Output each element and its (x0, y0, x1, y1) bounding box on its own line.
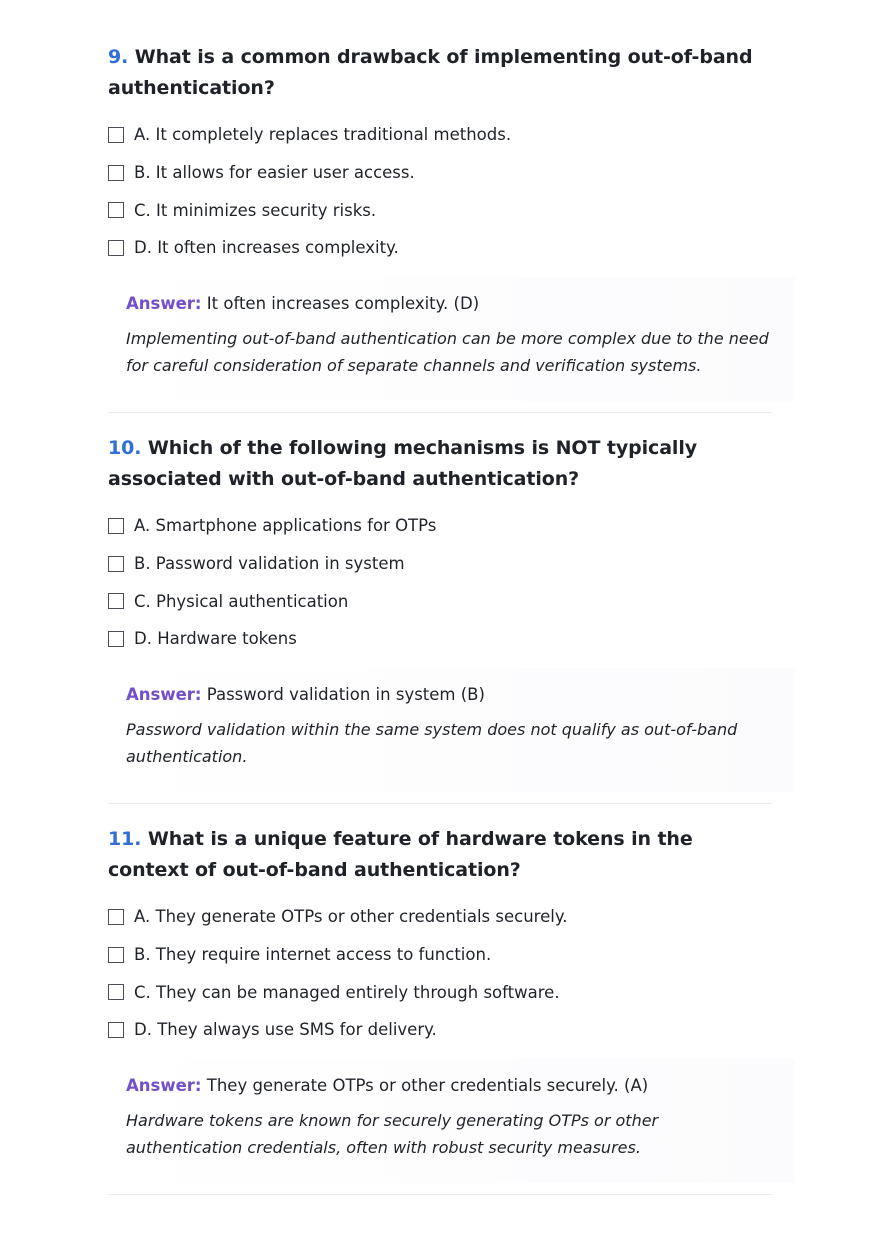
answer-text: Password validation in system (B) (206, 684, 485, 704)
option-a[interactable] (108, 507, 772, 545)
checkbox[interactable] (108, 518, 124, 534)
question-text: Which of the following mechanisms is NOT typically associated with out-of-band authentication? (108, 437, 698, 490)
checkbox[interactable] (108, 240, 124, 256)
option-c[interactable] (108, 582, 772, 620)
option-d[interactable] (108, 1011, 772, 1049)
checkbox[interactable] (108, 202, 124, 218)
checkbox[interactable] (108, 165, 124, 181)
answer-explanation: Password validation within the same system does not qualify as out-of-band authentication. (126, 719, 738, 766)
option-label: D. It often increases complexity. (134, 238, 399, 258)
question-number: 10. (108, 437, 142, 459)
checkbox[interactable] (108, 947, 124, 963)
question-block (108, 42, 772, 401)
option-a[interactable] (108, 898, 772, 936)
option-b[interactable] (108, 936, 772, 974)
options-list (108, 898, 772, 1049)
option-label: C. They can be managed entirely through software. (134, 982, 560, 1002)
answer-box (108, 277, 794, 401)
option-label: A. It completely replaces traditional methods. (134, 125, 512, 145)
answer-box (108, 1059, 794, 1183)
option-label: C. It minimizes security risks. (134, 200, 377, 220)
answer-explanation: Hardware tokens are known for securely generating OTPs or other authentication credentials, often with robust security measures. (126, 1110, 659, 1157)
option-label: B. They require internet access to function. (134, 945, 492, 965)
answer-line (126, 291, 776, 317)
question-text: What is a common drawback of implementing out-of-band authentication? (108, 46, 753, 99)
checkbox[interactable] (108, 984, 124, 1000)
option-b[interactable] (108, 545, 772, 583)
question-title (108, 42, 772, 104)
answer-line (126, 682, 776, 708)
options-list (108, 116, 772, 267)
answer-explanation: Implementing out-of-band authentication can be more complex due to the need for careful consideration of separate channels and verification systems. (126, 328, 769, 375)
divider (108, 1194, 772, 1195)
answer-label: Answer: (126, 1075, 202, 1095)
checkbox[interactable] (108, 127, 124, 143)
option-b[interactable] (108, 154, 772, 192)
option-c[interactable] (108, 973, 772, 1011)
option-label: A. They generate OTPs or other credentials securely. (134, 907, 568, 927)
checkbox[interactable] (108, 909, 124, 925)
checkbox[interactable] (108, 1022, 124, 1038)
options-list (108, 507, 772, 658)
question-title (108, 824, 772, 886)
question-block (108, 433, 772, 792)
answer-label: Answer: (126, 684, 202, 704)
question-number: 11. (108, 828, 142, 850)
option-a[interactable] (108, 116, 772, 154)
option-c[interactable] (108, 191, 772, 229)
option-d[interactable] (108, 229, 772, 267)
option-label: D. They always use SMS for delivery. (134, 1020, 437, 1040)
divider (108, 412, 772, 413)
question-text: What is a unique feature of hardware tokens in the context of out-of-band authentication? (108, 828, 693, 881)
option-label: D. Hardware tokens (134, 629, 297, 649)
answer-text: They generate OTPs or other credentials securely. (A) (206, 1075, 649, 1095)
answer-line (126, 1073, 776, 1099)
option-label: A. Smartphone applications for OTPs (134, 516, 437, 536)
option-label: B. It allows for easier user access. (134, 163, 415, 183)
checkbox[interactable] (108, 631, 124, 647)
divider (108, 803, 772, 804)
answer-text: It often increases complexity. (D) (206, 293, 480, 313)
answer-label: Answer: (126, 293, 202, 313)
answer-box (108, 668, 794, 792)
question-number: 9. (108, 46, 129, 68)
option-label: B. Password validation in system (134, 554, 405, 574)
checkbox[interactable] (108, 556, 124, 572)
question-block (108, 824, 772, 1183)
option-label: C. Physical authentication (134, 591, 349, 611)
option-d[interactable] (108, 620, 772, 658)
checkbox[interactable] (108, 593, 124, 609)
question-title (108, 433, 772, 495)
